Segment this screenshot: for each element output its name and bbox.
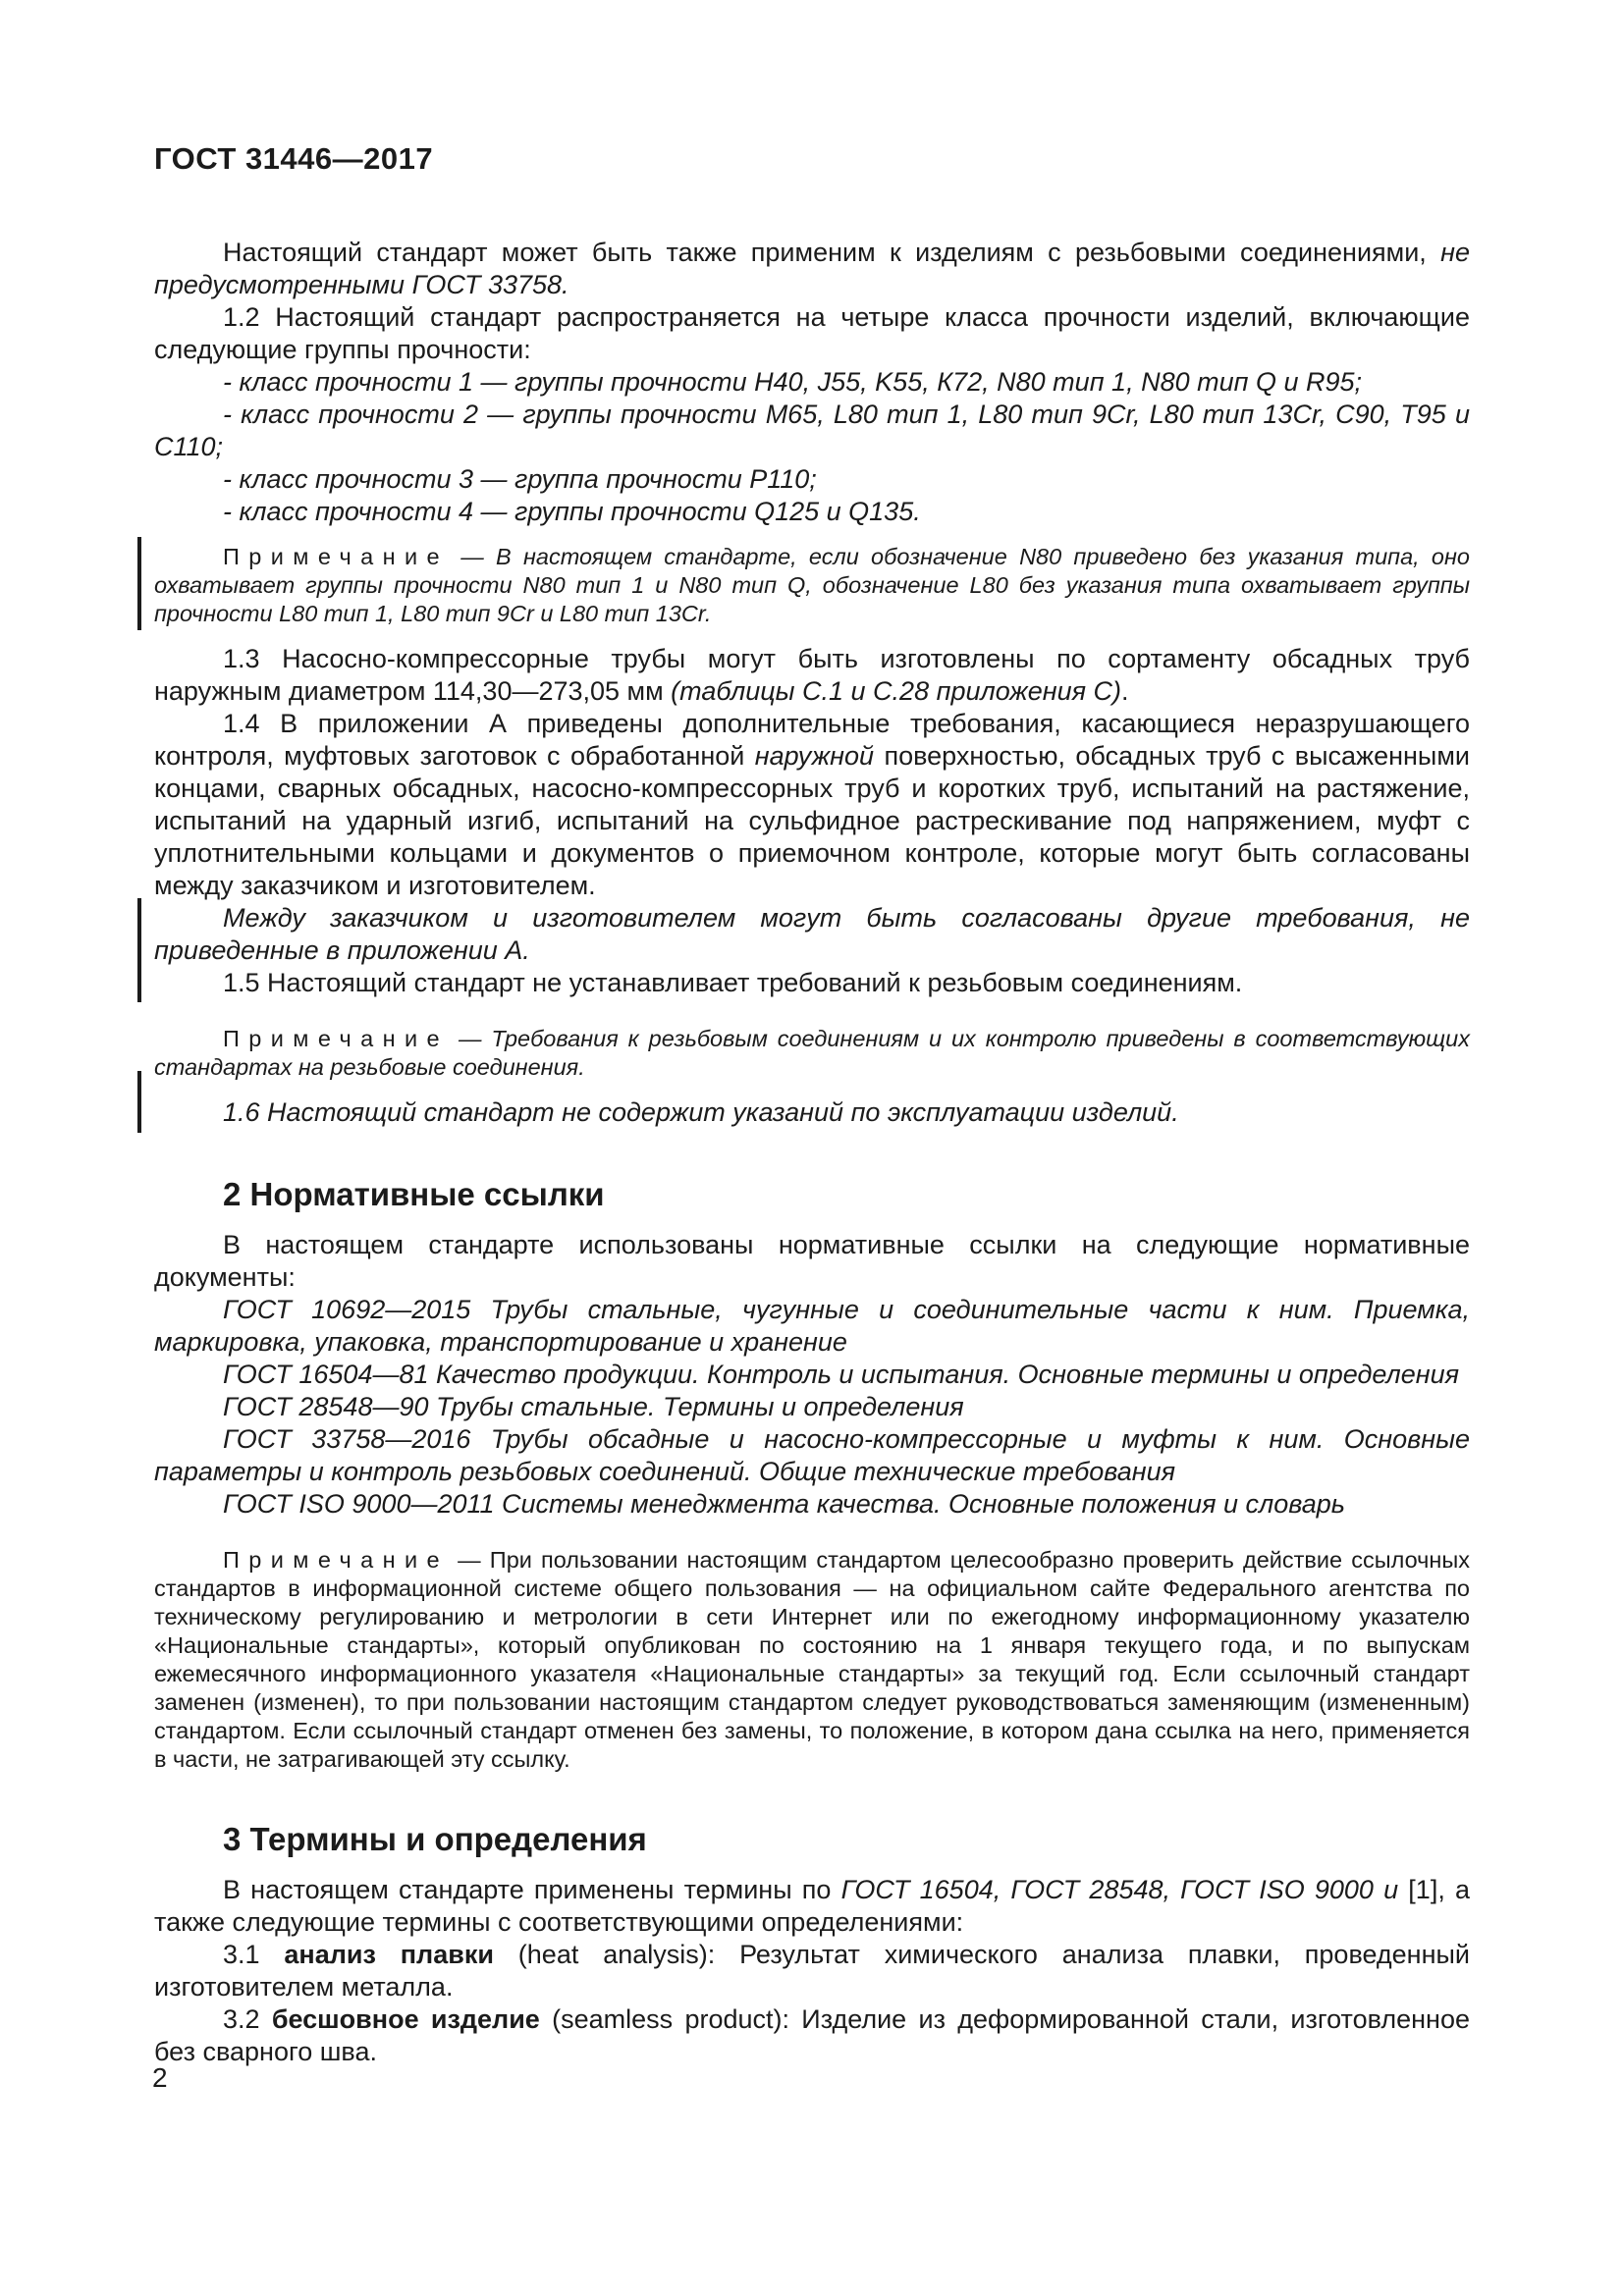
para-references-intro: В настоящем стандарте использованы нормативные ссылки на следующие нормативные документы: [154,1230,1470,1292]
term-number: 3.1 [223,1940,285,1969]
text-run: поверхностью, обсадных труб с высаженными концами, сварных обсадных, насосно-компрессорных труб и коротких труб, испытаний на растяжение, испытаний на ударный изгиб, испытаний на сульфидное растрескивание под напряжением, муфт с уплотнительными кольцами и документов о приемочном контроле, которые могут быть согласованы между заказчиком и изготовителем. [154,741,1470,900]
text-run: В настоящем стандарте применены термины по [223,1875,841,1904]
reference-item-4: ГОСТ 33758—2016 Трубы обсадные и насосно-компрессорные и муфты к ним. Основные параметры и контроль резьбовых соединений. Общие технические требования [154,1424,1470,1486]
para-1-2: 1.2 Настоящий стандарт распространяется на четыре класса прочности изделий, включающие следующие группы прочности: [154,302,1470,364]
change-bar [137,898,141,1002]
reference-item-3: ГОСТ 28548—90 Трубы стальные. Термины и определения [223,1392,964,1421]
list-item-strength-class-4: - класс прочности 4 — группы прочности Q125 и Q135. [223,497,921,526]
text-run: 1.4 В приложении А приведены дополнительные требования, касающиеся неразрушающего контроля, муфтовых заготовок с обработанной [154,709,1470,771]
document-number-header: ГОСТ 31446—2017 [154,141,434,176]
term-number: 3.2 [223,2004,272,2034]
term-definition: (heat analysis): Результат химического анализа плавки, проведенный изготовителем металла. [154,1940,1470,2002]
reference-item-2: ГОСТ 16504—81 Качество продукции. Контроль и испытания. Основные термины и определения [223,1360,1460,1389]
section-heading-normative-references: 2 Нормативные ссылки [223,1176,605,1212]
text-run: Настоящий стандарт может быть также применим к изделиям с резьбовыми соединениями, [223,238,1441,267]
section-heading-terms-definitions: 3 Термины и определения [223,1821,647,1857]
list-item-strength-class-1: - класс прочности 1 — группы прочности H40, J55, K55, К72, N80 тип 1, N80 тип Q и R95; [223,367,1363,397]
text-run: . [1121,676,1129,706]
text-run-italic: (таблицы С.1 и С.28 приложения С) [671,676,1122,706]
text-run: [1], а также следующие термины с соответствующими определениями: [154,1875,1470,1937]
para-1-4 [154,708,1470,902]
term-3-1 [154,1939,1470,2003]
text-run-italic: ГОСТ 16504, ГОСТ 28548, ГОСТ ISO 9000 и [840,1875,1399,1904]
text-run-italic: не предусмотренными ГОСТ 33758. [154,238,1470,299]
reference-item-1: ГОСТ 10692—2015 Трубы стальные, чугунные и соединительные части к ним. Приемка, маркировка, упаковка, транспортирование и хранение [154,1295,1470,1357]
para-1-6 [154,1096,1470,1129]
text-run-italic: 1.6 Настоящий стандарт не содержит указаний по эксплуатации изделий. [223,1097,1179,1127]
text-run-italic: Между заказчиком и изготовителем могут быть согласованы другие требования, не приведенные в приложении А. [154,903,1470,965]
list-item-strength-class-3: - класс прочности 3 — группа прочности P110; [223,464,817,494]
para-scope-intro [154,237,1470,301]
reference-item-5: ГОСТ ISO 9000—2011 Системы менеджмента качества. Основные положения и словарь [223,1489,1345,1519]
para-terms-intro [154,1874,1470,1939]
note-3 [154,1546,1470,1774]
note-label: Примечание [223,1547,450,1573]
note-label: Примечание [223,544,450,569]
note-label: Примечание [223,1026,450,1051]
note-2 [154,1025,1470,1082]
change-bar [137,537,141,630]
term-name: бесшовное изделие [271,2004,540,2034]
page-number: 2 [152,2062,168,2093]
text-column [154,140,1470,2068]
note-text: — При пользовании настоящим стандартом целесообразно проверить действие ссылочных стандартов в информационной системе общего пользования — на официальном сайте Федерального агентства по техническому регулированию и метрологии в сети Интернет или по ежегодному информационному указателю «Национальные стандарты», который опубликован по состоянию на 1 января текущего года, и по выпускам ежемесячного информационного указателя «Национальные стандарты» за текущий год. Если ссылочный стандарт заменен (изменен), то при пользовании настоящим стандартом следует руководствоваться заменяющим (измененным) стандартом. Если ссылочный стандарт отменен без замены, то положение, в котором дана ссылка на него, применяется в части, не затрагивающей эту ссылку. [154,1547,1471,1772]
term-name: анализ плавки [284,1940,494,1969]
text-run: 1.3 Насосно-компрессорные трубы могут быть изготовлены по сортаменту обсадных труб наружным диаметром 114,30—273,05 мм [154,644,1470,706]
para-1-3 [154,643,1470,708]
para-1-5: 1.5 Настоящий стандарт не устанавливает требований к резьбовым соединениям. [223,968,1243,997]
term-definition: (seamless product): Изделие из деформированной стали, изготовленное без сварного шва. [154,2004,1470,2066]
note-text: — Требования к резьбовым соединениям и их контролю приведены в соответствующих стандартах на резьбовые соединения. [154,1026,1470,1080]
text-run-italic: наружной [754,741,875,771]
note-1 [154,543,1470,628]
list-item-strength-class-2: - класс прочности 2 — группы прочности M65, L80 тип 1, L80 тип 9Cr, L80 тип 13Cr, C90, T95 и С110; [154,400,1470,461]
para-agreement [154,902,1470,967]
term-3-2 [154,2003,1470,2068]
note-text: — В настоящем стандарте, если обозначение N80 приведено без указания типа, оно охватывает группы прочности N80 тип 1 и N80 тип Q, обозначение L80 без указания типа охватывает группы прочности L80 тип 1, L80 тип 9Cr и L80 тип 13Cr. [154,544,1470,626]
change-bar [137,1071,141,1133]
